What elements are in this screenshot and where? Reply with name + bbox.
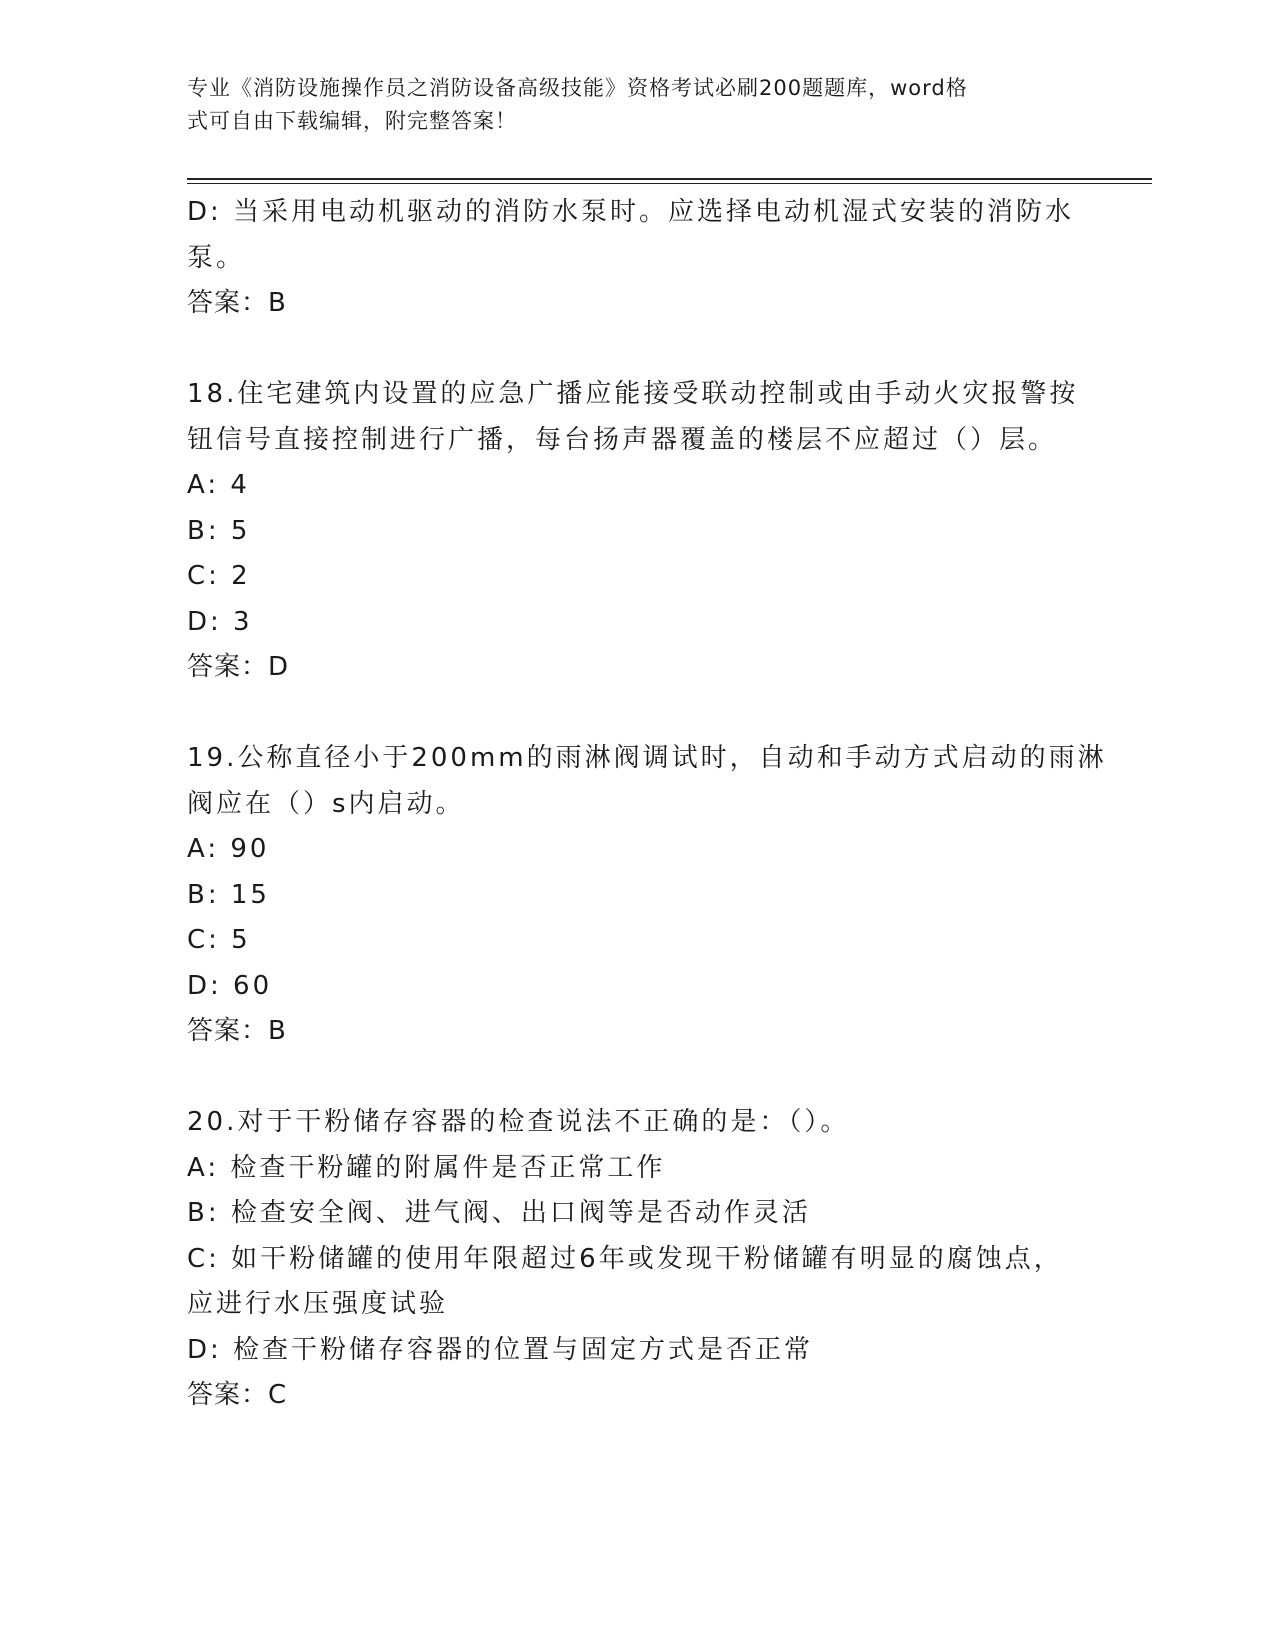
question-19 [187, 736, 1107, 1055]
option-c: C: 2 [187, 561, 251, 591]
header-line-2: 式可自由下载编辑，附完整答案！ [187, 109, 517, 133]
answer: 答案：B [187, 288, 287, 318]
option-a: A: 90 [187, 834, 270, 864]
question-stem-continuation: 钮信号直接控制进行广播，每台扬声器覆盖的楼层不应超过（）层。 [187, 424, 1058, 455]
option-d: D: 60 [187, 970, 273, 1001]
option-a: A: 检查干粉罐的附属件是否正常工作 [187, 1152, 666, 1183]
answer: 答案：C [187, 1380, 288, 1410]
option-c-continuation: 应进行水压强度试验 [187, 1289, 449, 1319]
header-line-1: 专业《消防设施操作员之消防设备高级技能》资格考试必刷200题题库，word格 [187, 76, 968, 100]
option-d: D: 当采用电动机驱动的消防水泵时。应选择电动机湿式安装的消防水 [187, 197, 1075, 227]
header-divider-thin [187, 183, 1152, 184]
option-b: B: 15 [187, 879, 270, 910]
question-list [187, 190, 1107, 1419]
option-d: D: 检查干粉储存容器的位置与固定方式是否正常 [187, 1334, 814, 1365]
option-d-continuation: 泵。 [187, 242, 246, 273]
question-stem: 19.公称直径小于200mm的雨淋阀调试时，自动和手动方式启动的雨淋 [187, 743, 1107, 773]
option-b: B: 检查安全阀、进气阀、出口阀等是否动作灵活 [187, 1198, 811, 1228]
option-c: C: 如干粉储罐的使用年限超过6年或发现干粉储罐有明显的腐蚀点， [187, 1243, 1063, 1274]
document-header [187, 72, 1067, 138]
answer: 答案：B [187, 1016, 287, 1046]
question-stem-continuation: 阀应在（）s内启动。 [187, 788, 465, 819]
question-stem: 20.对于干粉储存容器的检查说法不正确的是：（）。 [187, 1107, 850, 1137]
question-20 [187, 1100, 1087, 1419]
option-d: D: 3 [187, 606, 253, 637]
question-18 [187, 372, 1087, 691]
question-stem: 18.住宅建筑内设置的应急广播应能接受联动控制或由手动火灾报警按 [187, 379, 1079, 409]
header-divider-thick [187, 178, 1152, 180]
answer: 答案：D [187, 652, 290, 682]
option-a: A: 4 [187, 470, 250, 500]
previous-question-tail [187, 190, 1087, 327]
option-c: C: 5 [187, 925, 251, 955]
option-b: B: 5 [187, 515, 251, 546]
